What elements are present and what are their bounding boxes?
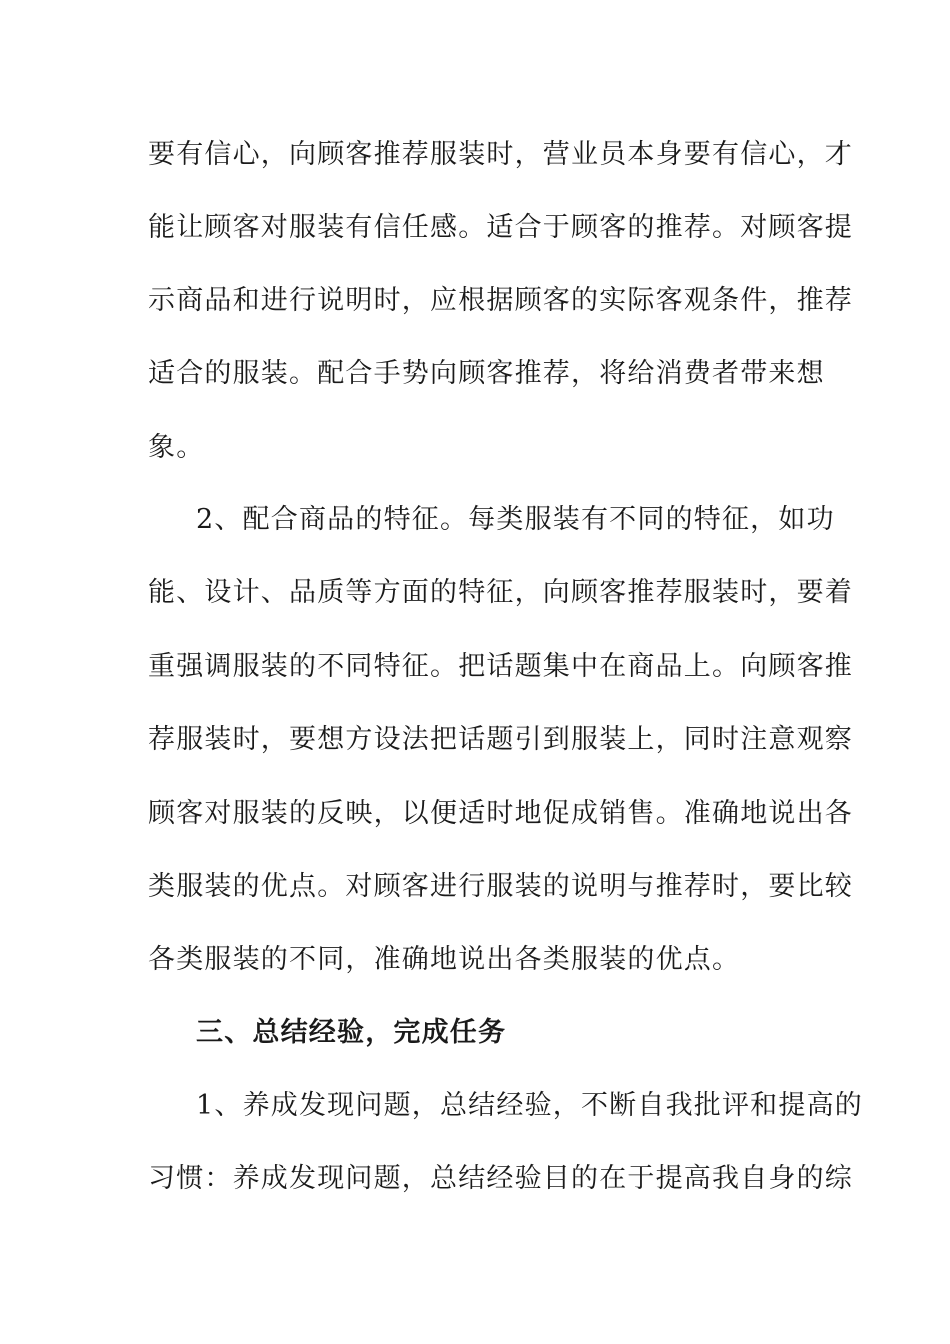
paragraph-line: 适合的服装。配合手势向顾客推荐，将给消费者带来想 xyxy=(148,358,825,389)
paragraph-line: 1、养成发现问题，总结经验，不断自我批评和提高的 xyxy=(196,1090,863,1121)
paragraph-line: 能让顾客对服装有信任感。适合于顾客的推荐。对顾客提 xyxy=(148,212,853,243)
paragraph-line: 顾客对服装的反映，以便适时地促成销售。准确地说出各 xyxy=(148,798,853,829)
paragraph-line: 象。 xyxy=(148,432,205,463)
paragraph-line: 类服装的优点。对顾客进行服装的说明与推荐时，要比较 xyxy=(148,871,853,902)
section-heading: 三、总结经验，完成任务 xyxy=(196,1017,507,1048)
paragraph-line: 要有信心，向顾客推荐服装时，营业员本身要有信心，才 xyxy=(148,139,853,170)
paragraph-line: 重强调服装的不同特征。把话题集中在商品上。向顾客推 xyxy=(148,651,853,682)
paragraph-line: 能、设计、品质等方面的特征，向顾客推荐服装时，要着 xyxy=(148,577,853,608)
paragraph-line: 2、配合商品的特征。每类服装有不同的特征，如功 xyxy=(196,504,835,535)
paragraph-line: 各类服装的不同，准确地说出各类服装的优点。 xyxy=(148,944,741,975)
paragraph-line: 示商品和进行说明时，应根据顾客的实际客观条件，推荐 xyxy=(148,285,853,316)
paragraph-line: 荐服装时，要想方设法把话题引到服装上，同时注意观察 xyxy=(148,724,853,755)
paragraph-line: 习惯：养成发现问题，总结经验目的在于提高我自身的综 xyxy=(148,1163,853,1194)
